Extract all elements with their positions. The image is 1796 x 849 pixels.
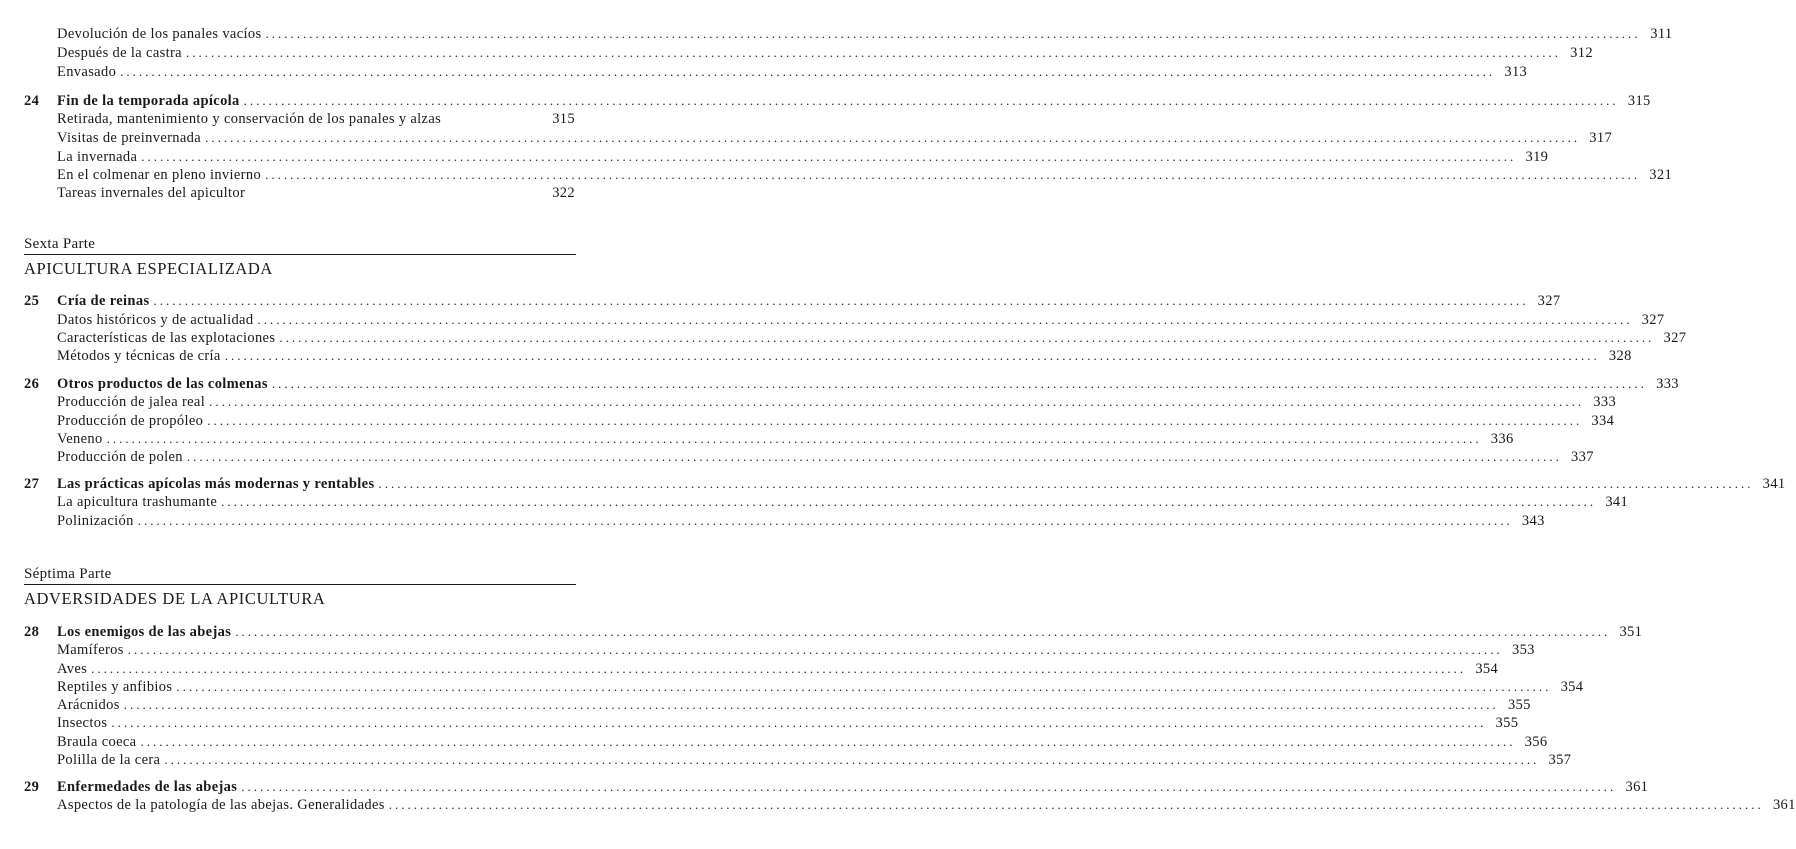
- entry-page: 357: [1548, 752, 1572, 768]
- entry-page: 313: [1504, 64, 1528, 80]
- part-divider: [24, 254, 576, 255]
- dot-leader: ............................................................................................................................................................................................................................: [271, 376, 1647, 391]
- dot-leader: ............................................................................................................................................................................................................................: [186, 449, 1562, 464]
- part-title: ADVERSIDADES DE LA APICULTURA: [24, 589, 326, 608]
- dot-leader: ............................................................................................................................................................................................................................: [221, 494, 1597, 509]
- toc-entry: [57, 733, 1548, 751]
- toc-entry: [57, 641, 1535, 659]
- dot-leader: ............................................................................................................................................................................................................................: [137, 513, 1513, 528]
- entry-title: Envasado: [57, 64, 117, 80]
- dot-leader: ............................................................................................................................................................................................................................: [279, 330, 1655, 345]
- dot-leader: ............................................................................................................................................................................................................................: [209, 394, 1585, 409]
- dot-leader: ............................................................................................................................................................................................................................: [265, 167, 1641, 182]
- part-label: Sexta Parte: [24, 236, 96, 252]
- entry-page: 353: [1511, 642, 1535, 658]
- dot-leader: ............................................................................................................................................................................................................................: [207, 413, 1583, 428]
- entry-page: 328: [1608, 348, 1632, 364]
- toc-entry: [57, 393, 1617, 411]
- entry-page: 354: [1475, 661, 1499, 677]
- entry-page: 315: [552, 111, 575, 127]
- entry-title: Polilla de la cera: [57, 752, 161, 768]
- part-label: Séptima Parte: [24, 566, 112, 582]
- entry-title: La invernada: [57, 149, 138, 165]
- dot-leader: ............................................................................................................................................................................................................................: [106, 431, 1482, 446]
- entry-page: 327: [1663, 330, 1687, 346]
- chapter-title: Los enemigos de las abejas: [57, 624, 232, 640]
- toc-entry: [57, 660, 1499, 678]
- entry-title: Después de la castra: [57, 45, 182, 61]
- chapter-heading-29: [24, 778, 1649, 796]
- part-divider: [24, 584, 576, 585]
- entry-title: Datos históricos y de actualidad: [57, 312, 254, 328]
- entry-page: 355: [1495, 715, 1519, 731]
- toc-entry: [57, 110, 575, 128]
- entry-page: 361: [1772, 797, 1796, 813]
- entry-title: Aves: [57, 661, 88, 677]
- toc-entry: [57, 311, 1665, 329]
- entry-title: Producción de propóleo: [57, 413, 204, 429]
- toc-entry: [57, 412, 1615, 430]
- chapter-page: 333: [1656, 376, 1679, 392]
- chapter-page: 341: [1762, 476, 1786, 492]
- toc-entry: [57, 430, 1514, 448]
- chapter-number: 28: [24, 624, 40, 640]
- entry-page: 334: [1591, 413, 1615, 429]
- entry-page: 327: [1641, 312, 1665, 328]
- entry-page: 356: [1524, 734, 1548, 750]
- chapter-title: Otros productos de las colmenas: [57, 376, 268, 392]
- entry-title: La apicultura trashumante: [57, 494, 218, 510]
- entry-title: Braula coeca: [57, 734, 137, 750]
- dot-leader: ............................................................................................................................................................................................................................: [224, 348, 1600, 363]
- dot-leader: ............................................................................................................................................................................................................................: [257, 312, 1633, 327]
- entry-page: 341: [1605, 494, 1629, 510]
- dot-leader: ............................................................................................................................................................................................................................: [185, 45, 1561, 60]
- chapter-page: 361: [1625, 779, 1649, 795]
- toc-entry: [57, 512, 1545, 530]
- dot-leader: ............................................................................................................................................................................................................................: [123, 697, 1499, 712]
- toc-entry: [57, 166, 1673, 184]
- entry-title: Arácnidos: [57, 697, 120, 713]
- entry-page: 355: [1507, 697, 1531, 713]
- toc-entry: [57, 714, 1519, 732]
- dot-leader: ............................................................................................................................................................................................................................: [140, 734, 1516, 749]
- toc-entry: [57, 696, 1531, 714]
- toc-entry: [57, 148, 1549, 166]
- entry-page: 311: [1650, 26, 1673, 42]
- entry-title: Insectos: [57, 715, 108, 731]
- dot-leader: ............................................................................................................................................................................................................................: [205, 130, 1581, 145]
- chapter-title: Enfermedades de las abejas: [57, 779, 238, 795]
- dot-leader: ............................................................................................................................................................................................................................: [378, 476, 1754, 491]
- toc-entry: [57, 678, 1584, 696]
- entry-page: 312: [1570, 45, 1593, 61]
- chapter-title: Las prácticas apícolas más modernas y rentables: [57, 476, 375, 492]
- entry-page: 333: [1593, 394, 1617, 410]
- toc-entry: [57, 493, 1629, 511]
- entry-page: 317: [1589, 130, 1613, 146]
- entry-title: Polinización: [57, 513, 134, 529]
- chapter-number: 25: [24, 293, 40, 309]
- toc-entry: [57, 63, 1528, 81]
- chapter-heading-24: [24, 92, 1651, 110]
- chapter-heading-28: [24, 623, 1643, 641]
- toc-entry: [57, 448, 1594, 466]
- chapter-page: 315: [1627, 93, 1651, 109]
- dot-leader: ............................................................................................................................................................................................................................: [127, 642, 1503, 657]
- chapter-heading-25: [24, 292, 1561, 310]
- entry-title: Características de las explotaciones: [57, 330, 276, 346]
- chapter-page: 351: [1619, 624, 1643, 640]
- toc-entry: [57, 184, 575, 202]
- dot-leader: ............................................................................................................................................................................................................................: [235, 624, 1611, 639]
- entry-page: 343: [1521, 513, 1545, 529]
- dot-leader: ............................................................................................................................................................................................................................: [91, 661, 1467, 676]
- dot-leader: ............................................................................................................................................................................................................................: [243, 93, 1619, 108]
- entry-title: Veneno: [57, 431, 103, 447]
- dot-leader: ............................................................................................................................................................................................................................: [120, 64, 1496, 79]
- entry-title: En el colmenar en pleno invierno: [57, 167, 262, 183]
- dot-leader: ............................................................................................................................................................................................................................: [241, 779, 1617, 794]
- entry-title: Producción de polen: [57, 449, 183, 465]
- dot-leader: ............................................................................................................................................................................................................................: [265, 26, 1641, 41]
- entry-title: Aspectos de la patología de las abejas. Generalidades: [57, 797, 385, 813]
- toc-entry: [57, 44, 1593, 62]
- toc-entry: [57, 751, 1572, 769]
- chapter-title: Fin de la temporada apícola: [57, 93, 240, 109]
- chapter-heading-26: [24, 375, 1679, 393]
- dot-leader: ............................................................................................................................................................................................................................: [176, 679, 1552, 694]
- entry-title: Retirada, mantenimiento y conservación de los panales y alzas: [57, 111, 442, 127]
- dot-leader: ............................................................................................................................................................................................................................: [141, 149, 1517, 164]
- chapter-number: 26: [24, 376, 40, 392]
- entry-title: Tareas invernales del apicultor: [57, 185, 246, 201]
- dot-leader: ............................................................................................................................................................................................................................: [153, 293, 1529, 308]
- entry-page: 337: [1571, 449, 1594, 465]
- dot-leader: ............................................................................................................................................................................................................................: [388, 797, 1764, 812]
- toc-entry: [57, 129, 1613, 147]
- entry-title: Métodos y técnicas de cría: [57, 348, 221, 364]
- part-title: APICULTURA ESPECIALIZADA: [24, 259, 273, 278]
- dot-leader: ............................................................................................................................................................................................................................: [164, 752, 1540, 767]
- entry-page: 319: [1525, 149, 1549, 165]
- chapter-number: 29: [24, 779, 40, 795]
- entry-page: 336: [1490, 431, 1514, 447]
- entry-page: 322: [552, 185, 575, 201]
- entry-title: Devolución de los panales vacíos: [57, 26, 262, 42]
- entry-title: Reptiles y anfibios: [57, 679, 173, 695]
- chapter-page: 327: [1537, 293, 1561, 309]
- toc-entry: [57, 347, 1632, 365]
- toc-entry: [57, 25, 1673, 43]
- chapter-heading-27: [24, 475, 1786, 493]
- toc-entry: [57, 329, 1687, 347]
- toc-entry: [57, 796, 1796, 814]
- entry-title: Producción de jalea real: [57, 394, 206, 410]
- entry-title: Mamíferos: [57, 642, 124, 658]
- dot-leader: ............................................................................................................................................................................................................................: [111, 715, 1487, 730]
- chapter-number: 24: [24, 93, 40, 109]
- entry-title: Visitas de preinvernada: [57, 130, 202, 146]
- entry-page: 354: [1560, 679, 1584, 695]
- entry-page: 321: [1649, 167, 1673, 183]
- chapter-number: 27: [24, 476, 40, 492]
- chapter-title: Cría de reinas: [57, 293, 150, 309]
